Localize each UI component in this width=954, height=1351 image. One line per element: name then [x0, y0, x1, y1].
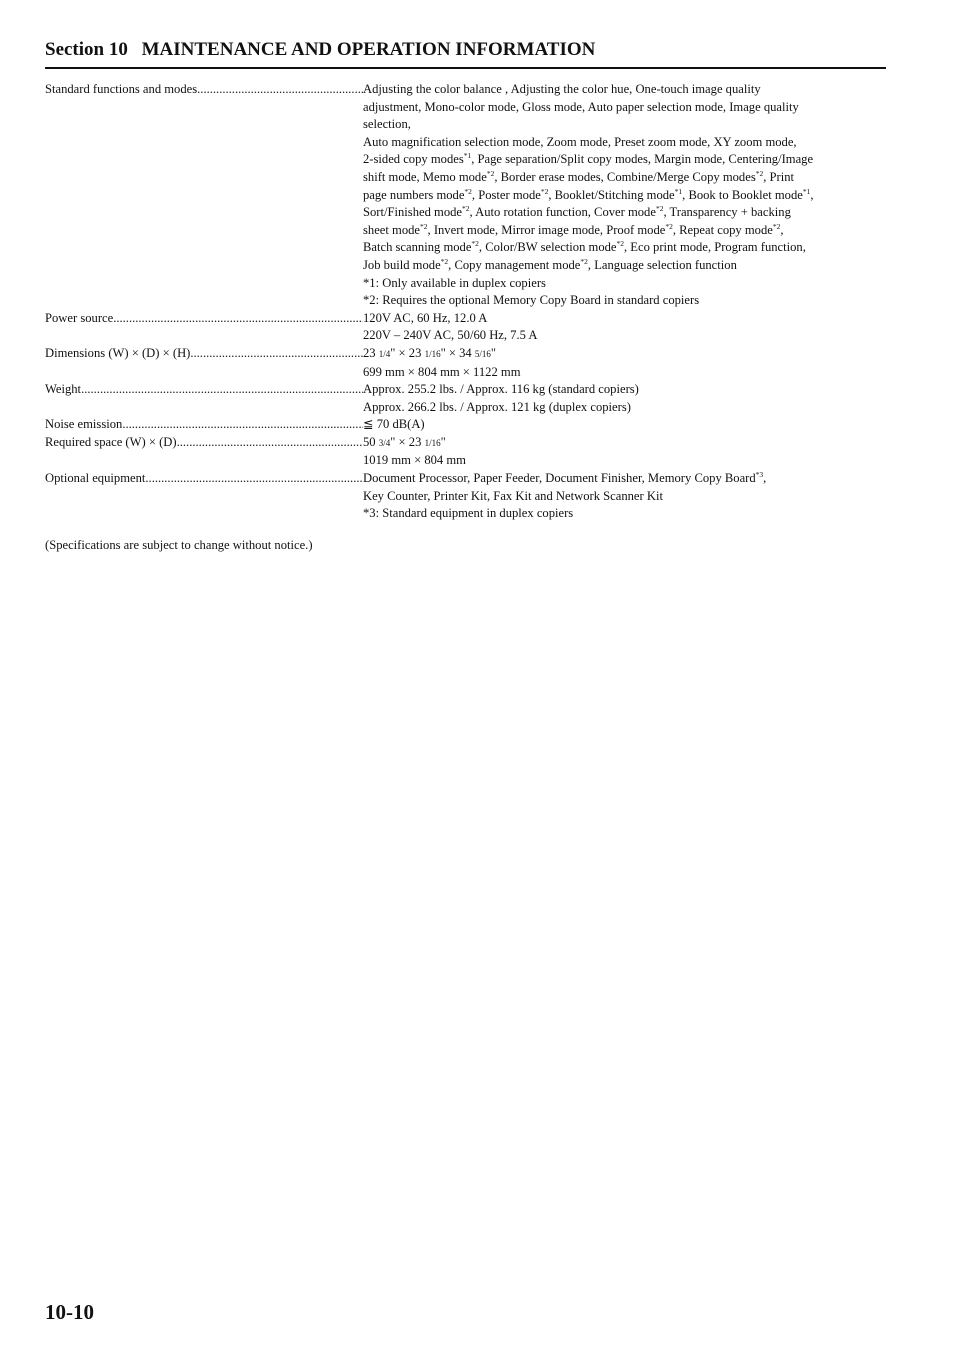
leader-dots — [113, 310, 363, 328]
spec-label: Dimensions (W) × (D) × (H) — [45, 345, 191, 360]
specifications-disclaimer: (Specifications are subject to change without notice.) — [45, 538, 313, 552]
spec-value: ≦ 70 dB(A) — [363, 417, 425, 432]
spec-value: 23 1/4" × 23 1/16" × 34 5/16" 699 mm × 804 mm × 1122 mm — [363, 345, 521, 379]
section-number: Section 10 — [45, 39, 128, 60]
leader-dots — [177, 434, 363, 452]
spec-value: 50 3/4" × 23 1/16" 1019 mm × 804 mm — [363, 434, 466, 468]
spec-row-dimensions — [45, 345, 895, 381]
spec-label: Weight — [45, 382, 82, 397]
spec-value: Approx. 255.2 lbs. / Approx. 116 kg (standard copiers) Approx. 266.2 lbs. / Approx. 121 kg (duplex copiers) — [363, 382, 639, 414]
section-header — [45, 39, 886, 69]
spec-value: Document Processor, Paper Feeder, Document Finisher, Memory Copy Board$^{*3}$, Key Counter, Printer Kit, Fax Kit and Network Scanner Kit *3: Standard equipment in duplex copiers — [363, 470, 895, 523]
spec-label: Required space (W) × (D) — [45, 434, 177, 449]
leader-dots — [122, 416, 363, 434]
spec-row-required-space — [45, 434, 895, 470]
spec-row-power-source — [45, 310, 895, 345]
footnote-2: *2: Requires the optional Memory Copy Board in standard copiers — [363, 293, 700, 308]
leader-dots — [197, 81, 363, 99]
footnote-3: *3: Standard equipment in duplex copiers — [363, 506, 574, 521]
spec-row-optional-equipment — [45, 470, 895, 523]
spec-row-noise-emission — [45, 416, 895, 434]
spec-label: Power source — [45, 310, 114, 325]
spec-label: Noise emission — [45, 417, 123, 432]
section-title: MAINTENANCE AND OPERATION INFORMATION — [141, 39, 596, 60]
specifications-table — [45, 81, 895, 523]
page-number: 10-10 — [45, 1300, 94, 1324]
leader-dots — [81, 381, 363, 399]
spec-row-weight — [45, 381, 895, 416]
spec-label: Optional equipment — [45, 471, 146, 486]
leader-dots — [190, 345, 363, 363]
spec-row-standard-functions — [45, 81, 895, 310]
spec-label: Standard functions and modes — [45, 82, 198, 96]
footnote-1: *1: Only available in duplex copiers — [363, 275, 546, 290]
leader-dots — [145, 470, 363, 488]
spec-value: Adjusting the color balance , Adjusting the color hue, One-touch image quality adjustment, Mono-color mode, Gloss mode, Auto paper selection mode, Image quality selection, Auto magnification selection mode, Zoom mode, Preset zoom mode, XY zoom mode, 2-sided copy modes$^{*1}$, Page separation/Split copy modes, Margin mode, Centering/Image shift mode, Memo mode$^{*2}$, Border erase modes, Combine/Merge Copy modes$^{*2}$, Print page numbers mode$^{*2}$, Poster mode$^{*2}$, Booklet/Stitching mode$^{*1}$, Book to Booklet mode$^{*1}$, Sort/Finished mode$^{*2}$, Auto rotation function, Cover mode$^{*2}$, Transparency + backing sheet mode$^{*2}$, Invert mode, Mirror image mode, Proof mode$^{*2}$, Repeat copy mode$^{*2}$, Batch scanning mode$^{*2}$, Color/BW selection mode$^{*2}$, Eco print mode, Program function, Job build mode$^{*2}$, Copy management mode$^{*2}$, Language selection function *1: Only available in duplex copiers *2: Requires the optional Memory Copy Board in standard copiers — [363, 81, 895, 310]
spec-value: 120V AC, 60 Hz, 12.0 A 220V – 240V AC, 50/60 Hz, 7.5 A — [363, 310, 538, 343]
